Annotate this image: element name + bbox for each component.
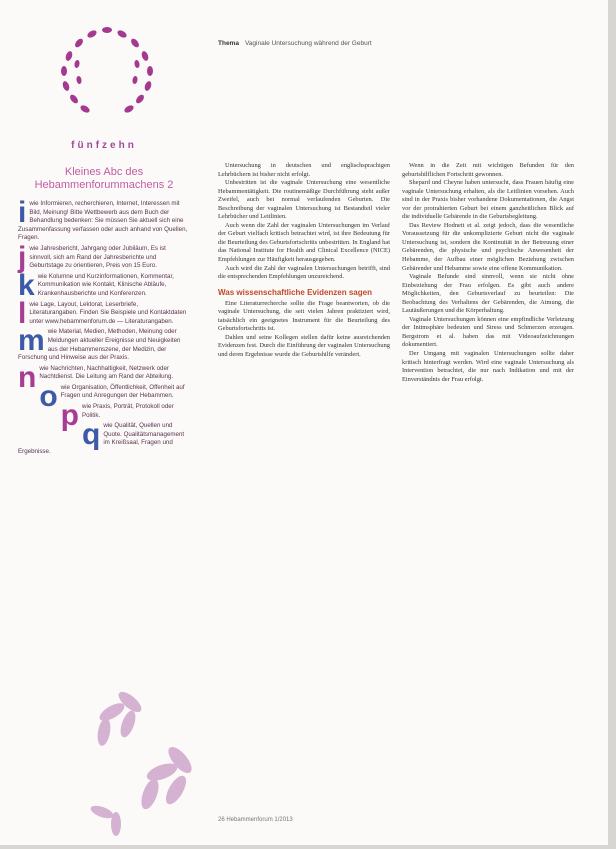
paragraph: Shepard und Cheyne haben untersucht, dass Frauen häufig eine vaginale Untersuchung erhalten, als die Leitlinien vorsehen. Auch sind in der Praxis bisher vorhandene Dokumentationen, die Angst vor der protrahierten Geburt bei einem ganzheitlichen Blick auf die individuelle Gebärende in die Geburtsbegleitung. [402, 179, 574, 221]
paragraph: Wenn in die Zeit mit wichtigen Befunden für den geburtshilflichen Fortschritt gewonnen. [402, 162, 574, 178]
entry-letter: k [18, 268, 35, 302]
paragraph: Auch wenn die Zahl der vaginalen Untersuchungen im Verlauf der Geburt vielfach kritisch betrachtet wird, ist ihre Bedeutung für die Beurteilung des Geburtsfortschritts unbestritten. In England hat das National Institute for Health and Clinical Excellence (NICE) Empfehlungen zur Häufigkeit herausgegeben. [218, 221, 390, 264]
abc-entry [18, 399, 188, 433]
paragraph: Auch wird die Zahl der vaginalen Untersuchungen betrifft, sind die entsprechenden Empfehlungen unzureichend. [218, 264, 390, 281]
entry-letter: m [18, 324, 45, 358]
paragraph: Untersuchung in deutschen und englischsprachigen Lehrbüchern ist bisher nicht erfolgt. [218, 162, 390, 178]
section-heading: Was wissenschaftliche Evidenzen sagen [218, 287, 372, 297]
flower-decoration-icon [72, 672, 202, 842]
entry-text: wie Informieren, recherchieren, Internet, Interessen mit Bild, Meinung! Bitte Wettbewerb aus dem Buch der Behandlung bedenken: Sie müssen Sie aktuell sich eine Zusammenfassung verfassen oder auch anhand von Quellen, Fragen. [18, 200, 188, 242]
sidebar-kicker: fünfzehn [71, 140, 137, 151]
abc-entry [18, 268, 188, 302]
sidebar-heading [18, 140, 190, 192]
entry-letter: i [18, 196, 27, 229]
entry-letter: n [18, 360, 37, 394]
abc-entry [18, 296, 188, 330]
running-title: Vaginale Untersuchung während der Geburt [244, 40, 372, 47]
abc-list [18, 196, 188, 459]
paragraph: Unbestritten ist die vaginale Untersuchung eine wesentliche Hebammentätigkeit. Die routinemäßige Durchführung steht außer Zweifel, auch bei normal verlaufenden Geburten. Die Beschreibung der vaginalen Untersuchung ist Bestandteil vieler Lehrbücher und Leitlinien. [218, 179, 390, 221]
entry-text: wie Kolumne und Kurzinformationen, Kommentar, Kommunikation wie Kontakt, Klinische Abläufe, Krankenhausberichte und Konferenzen. [37, 272, 174, 297]
abc-entry [18, 418, 188, 456]
entry-text: wie Jahresbericht, Jahrgang oder Jubiläum, Es ist sinnvoll, sich am Rand der Jahresberichte und Geburtstage zu orientieren, Preis von 15 Euro. [29, 244, 166, 270]
abc-entry [18, 240, 188, 274]
article-column-1 [218, 162, 390, 359]
entry-text: wie Organisation, Öffentlichkeit, Offenheit auf Fragen und Anregungen der Hebammen. [60, 383, 185, 400]
paragraph: Eine Literaturrecherche sollte die Frage beantworten, ob die vaginale Untersuchung, die seit vielen Jahren praktiziert wird, tatsächlich ein geeignetes Instrument für die Beurteilung des Geburtsfortschritts ist. [218, 299, 390, 333]
entry-text: wie Praxis, Porträt, Protokoll oder Politik. [81, 403, 174, 419]
entry-letter: l [18, 296, 27, 330]
running-header [218, 40, 372, 47]
paragraph: Das Review Hodnett et al. zeigt jedoch, dass die wesentliche Voraussetzung für die unkomplizierte Geburt nicht die vaginale Untersuchung ist, sondern die Kontinuität in der Betreuung einer Gebärenden, die physische und psychische Anwesenheit der Hebamme, der Aufbau einer möglichen Beziehung zwischen Gebärender und Hebamme sowie eine offene Kommunikation. [402, 221, 574, 272]
section-label: Thema [218, 40, 239, 47]
paragraph: Vaginale Untersuchungen können eine empfindliche Verletzung der Intimsphäre bedeuten und Stress und Schmerzen erzeugen. Bergstrom et al. haben das mit Videoaufzeichnungen dokumentiert. [402, 315, 574, 349]
entry-text: wie Material, Medien, Methoden, Meinung oder Meldungen aktueller Ereignisse und Neuigkeiten aus der Hebammenszene, der Medizin, der Forschung und Hinweise aus der Praxis. [18, 328, 181, 362]
laurel-wreath-icon [52, 22, 162, 130]
paragraph: Dahlen und seine Kollegen stellen dafür keine ausreichenden Evidenzen fest. Durch die Einführung der vaginalen Untersuchung und deren Ergebnisse wurde die Geburtshilfe verändert. [218, 333, 390, 358]
paragraph: Vaginale Befunde sind sinnvoll, wenn sie nicht ohne Einbeziehung der Frau erfolgen. Es gibt auch andere Möglichkeiten, den Geburtsverlauf zu beurteilen: Die Beobachtung des Verhaltens der Gebärenden, die Atmung, die Lautäußerungen und die Körperhaltung. [402, 273, 574, 315]
page-footer: 26 Hebammenforum 1/2013 [218, 817, 293, 823]
paragraph: Der Umgang mit vaginalen Untersuchungen sollte daher kritisch hinterfragt werden. Wird eine vaginale Untersuchung als Intervention betrachtet, die nur nach Indikation und mit der Einverständnis der Frau erfolgt. [402, 350, 574, 383]
entry-text: wie Nachrichten, Nachhaltigkeit, Netzwerk oder Nachtdienst. Die Leitung am Rand der Abteilung. [39, 364, 174, 381]
entry-text: wie Qualität, Quellen und Quote. Qualitätsmanagement im Kreißsaal, Fragen und Ergebnisse. [18, 422, 185, 456]
abc-entry [18, 196, 188, 243]
article-column-2 [402, 162, 574, 384]
entry-letter: o [39, 379, 58, 413]
entry-letter: p [60, 399, 79, 433]
sidebar-title: Kleines Abc des Hebammenforummachens 2 [34, 166, 174, 191]
abc-entry [18, 324, 188, 362]
entry-letter: q [81, 418, 101, 452]
entry-letter: j [18, 240, 27, 274]
entry-text: wie Lage, Layout, Lektorat, Leserbriefe, Literaturangaben. Finden Sie Beispiele und Kontaktdaten unter www.hebammenforum.de — Literaturangaben. [29, 300, 187, 325]
